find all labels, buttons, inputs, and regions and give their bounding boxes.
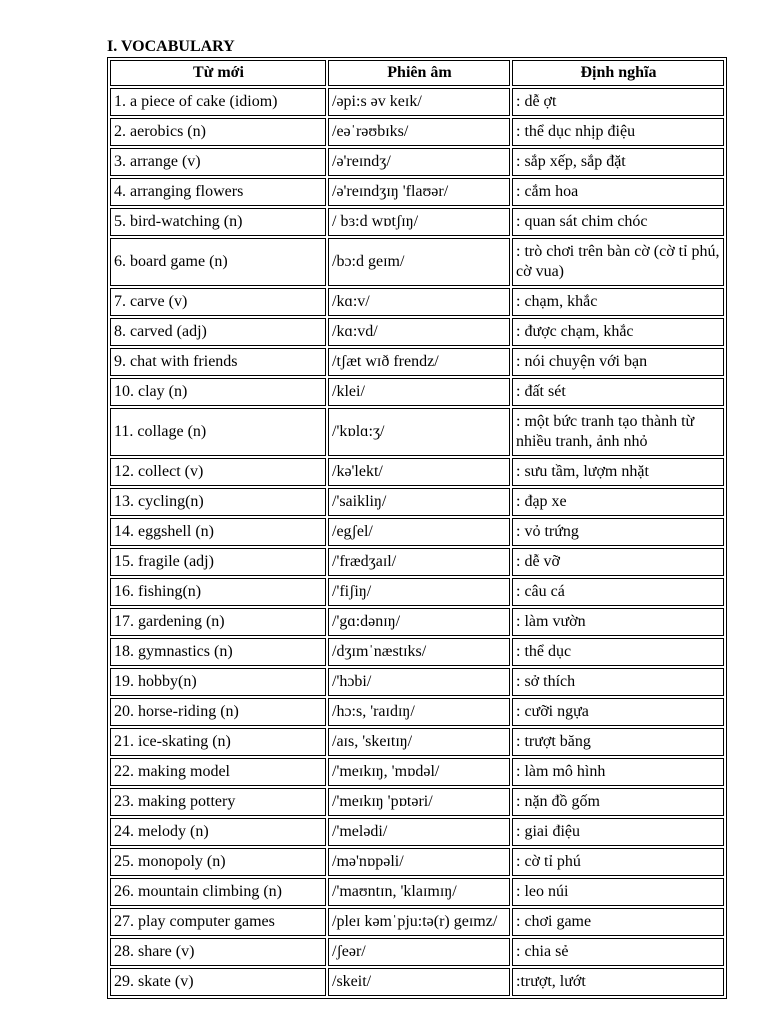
cell-definition: : chạm, khắc: [512, 288, 724, 316]
cell-pronunciation: /eəˈrəʊbɪks/: [328, 118, 510, 146]
table-header-row: [110, 60, 724, 86]
cell-pronunciation: /'meɪkɪŋ, 'mɒdəl/: [328, 758, 510, 786]
cell-definition: : đạp xe: [512, 488, 724, 516]
vocabulary-table: [107, 57, 727, 999]
cell-pronunciation: /skeit/: [328, 968, 510, 996]
cell-pronunciation: /tʃæt wɪð frendz/: [328, 348, 510, 376]
cell-definition: : nói chuyện với bạn: [512, 348, 724, 376]
cell-pronunciation: /'saikliŋ/: [328, 488, 510, 516]
table-row: [110, 208, 724, 236]
cell-word: 4. arranging flowers: [110, 178, 326, 206]
table-row: [110, 608, 724, 636]
cell-pronunciation: /dʒɪmˈnæstɪks/: [328, 638, 510, 666]
cell-pronunciation: /pleɪ kəmˈpju:tə(r) geɪmz/: [328, 908, 510, 936]
cell-word: 8. carved (adj): [110, 318, 326, 346]
table-row: [110, 578, 724, 606]
cell-pronunciation: /'gɑ:dənɪŋ/: [328, 608, 510, 636]
cell-definition: : được chạm, khắc: [512, 318, 724, 346]
cell-definition: :trượt, lướt: [512, 968, 724, 996]
table-row: [110, 378, 724, 406]
cell-pronunciation: /'hɔbi/: [328, 668, 510, 696]
cell-definition: : giai điệu: [512, 818, 724, 846]
table-row: [110, 728, 724, 756]
cell-definition: : sở thích: [512, 668, 724, 696]
table-row: [110, 408, 724, 456]
cell-definition: : cắm hoa: [512, 178, 724, 206]
cell-pronunciation: /aɪs, 'skeɪtɪŋ/: [328, 728, 510, 756]
cell-pronunciation: /mə'nɒpəli/: [328, 848, 510, 876]
cell-word: 23. making pottery: [110, 788, 326, 816]
cell-definition: : cưỡi ngựa: [512, 698, 724, 726]
table-row: [110, 488, 724, 516]
cell-word: 18. gymnastics (n): [110, 638, 326, 666]
header-pronunciation: Phiên âm: [328, 60, 510, 86]
header-definition: Định nghĩa: [512, 60, 724, 86]
cell-pronunciation: /kɑ:v/: [328, 288, 510, 316]
cell-word: 15. fragile (adj): [110, 548, 326, 576]
cell-pronunciation: /ʃeər/: [328, 938, 510, 966]
cell-word: 17. gardening (n): [110, 608, 326, 636]
cell-word: 27. play computer games: [110, 908, 326, 936]
table-row: [110, 148, 724, 176]
cell-pronunciation: /'kɒlɑ:ʒ/: [328, 408, 510, 456]
cell-word: 13. cycling(n): [110, 488, 326, 516]
cell-definition: : dễ ợt: [512, 88, 724, 116]
cell-definition: : leo núi: [512, 878, 724, 906]
cell-word: 28. share (v): [110, 938, 326, 966]
table-row: [110, 548, 724, 576]
cell-word: 6. board game (n): [110, 238, 326, 286]
cell-word: 19. hobby(n): [110, 668, 326, 696]
table-row: [110, 818, 724, 846]
cell-definition: : thể dục nhịp điệu: [512, 118, 724, 146]
cell-pronunciation: /egʃel/: [328, 518, 510, 546]
cell-definition: : nặn đồ gốm: [512, 788, 724, 816]
cell-word: 7. carve (v): [110, 288, 326, 316]
cell-word: 3. arrange (v): [110, 148, 326, 176]
vocabulary-table-body: [110, 88, 724, 996]
cell-pronunciation: /'frædʒaɪl/: [328, 548, 510, 576]
cell-definition: : sắp xếp, sắp đặt: [512, 148, 724, 176]
cell-word: 26. mountain climbing (n): [110, 878, 326, 906]
cell-word: 10. clay (n): [110, 378, 326, 406]
cell-pronunciation: /'melədi/: [328, 818, 510, 846]
cell-pronunciation: /ə'reɪndʒɪŋ 'flaʊər/: [328, 178, 510, 206]
cell-word: 24. melody (n): [110, 818, 326, 846]
cell-definition: : một bức tranh tạo thành từ nhiều tranh, ảnh nhỏ: [512, 408, 724, 456]
cell-definition: : làm vườn: [512, 608, 724, 636]
cell-pronunciation: /bɔ:d geɪm/: [328, 238, 510, 286]
table-row: [110, 88, 724, 116]
cell-definition: : đất sét: [512, 378, 724, 406]
table-row: [110, 848, 724, 876]
table-row: [110, 318, 724, 346]
cell-word: 25. monopoly (n): [110, 848, 326, 876]
cell-pronunciation: /'meɪkɪŋ 'pɒtəri/: [328, 788, 510, 816]
cell-pronunciation: /hɔ:s, 'raɪdɪŋ/: [328, 698, 510, 726]
header-new-word: Từ mới: [110, 60, 326, 86]
cell-word: 5. bird-watching (n): [110, 208, 326, 236]
cell-definition: : cờ tỉ phú: [512, 848, 724, 876]
cell-definition: : làm mô hình: [512, 758, 724, 786]
cell-pronunciation: /'maʊntɪn, 'klaɪmɪŋ/: [328, 878, 510, 906]
table-row: [110, 518, 724, 546]
cell-definition: : thể dục: [512, 638, 724, 666]
cell-definition: : trượt băng: [512, 728, 724, 756]
cell-word: 20. horse-riding (n): [110, 698, 326, 726]
cell-pronunciation: /əpi:s əv keɪk/: [328, 88, 510, 116]
cell-pronunciation: /'fiʃiŋ/: [328, 578, 510, 606]
cell-word: 2. aerobics (n): [110, 118, 326, 146]
table-row: [110, 118, 724, 146]
cell-pronunciation: /ə'reɪndʒ/: [328, 148, 510, 176]
table-row: [110, 968, 724, 996]
table-row: [110, 938, 724, 966]
cell-definition: : quan sát chim chóc: [512, 208, 724, 236]
table-row: [110, 288, 724, 316]
table-row: [110, 788, 724, 816]
table-row: [110, 878, 724, 906]
table-row: [110, 458, 724, 486]
table-row: [110, 638, 724, 666]
cell-definition: : vỏ trứng: [512, 518, 724, 546]
cell-definition: : sưu tầm, lượm nhặt: [512, 458, 724, 486]
table-row: [110, 238, 724, 286]
cell-word: 16. fishing(n): [110, 578, 326, 606]
cell-word: 21. ice-skating (n): [110, 728, 326, 756]
cell-word: 9. chat with friends: [110, 348, 326, 376]
section-title: I. VOCABULARY: [107, 38, 235, 55]
table-row: [110, 908, 724, 936]
cell-pronunciation: /kɑ:vd/: [328, 318, 510, 346]
cell-word: 22. making model: [110, 758, 326, 786]
cell-pronunciation: /klei/: [328, 378, 510, 406]
cell-definition: : chia sẻ: [512, 938, 724, 966]
cell-word: 12. collect (v): [110, 458, 326, 486]
table-row: [110, 348, 724, 376]
cell-word: 11. collage (n): [110, 408, 326, 456]
cell-word: 29. skate (v): [110, 968, 326, 996]
cell-pronunciation: /kə'lekt/: [328, 458, 510, 486]
table-row: [110, 668, 724, 696]
table-row: [110, 758, 724, 786]
cell-word: 1. a piece of cake (idiom): [110, 88, 326, 116]
cell-definition: : câu cá: [512, 578, 724, 606]
table-row: [110, 178, 724, 206]
cell-definition: : dễ vỡ: [512, 548, 724, 576]
table-row: [110, 698, 724, 726]
cell-pronunciation: / bɜ:d wɒtʃɪŋ/: [328, 208, 510, 236]
cell-definition: : chơi game: [512, 908, 724, 936]
cell-word: 14. eggshell (n): [110, 518, 326, 546]
cell-definition: : trò chơi trên bàn cờ (cờ tỉ phú, cờ vua): [512, 238, 724, 286]
